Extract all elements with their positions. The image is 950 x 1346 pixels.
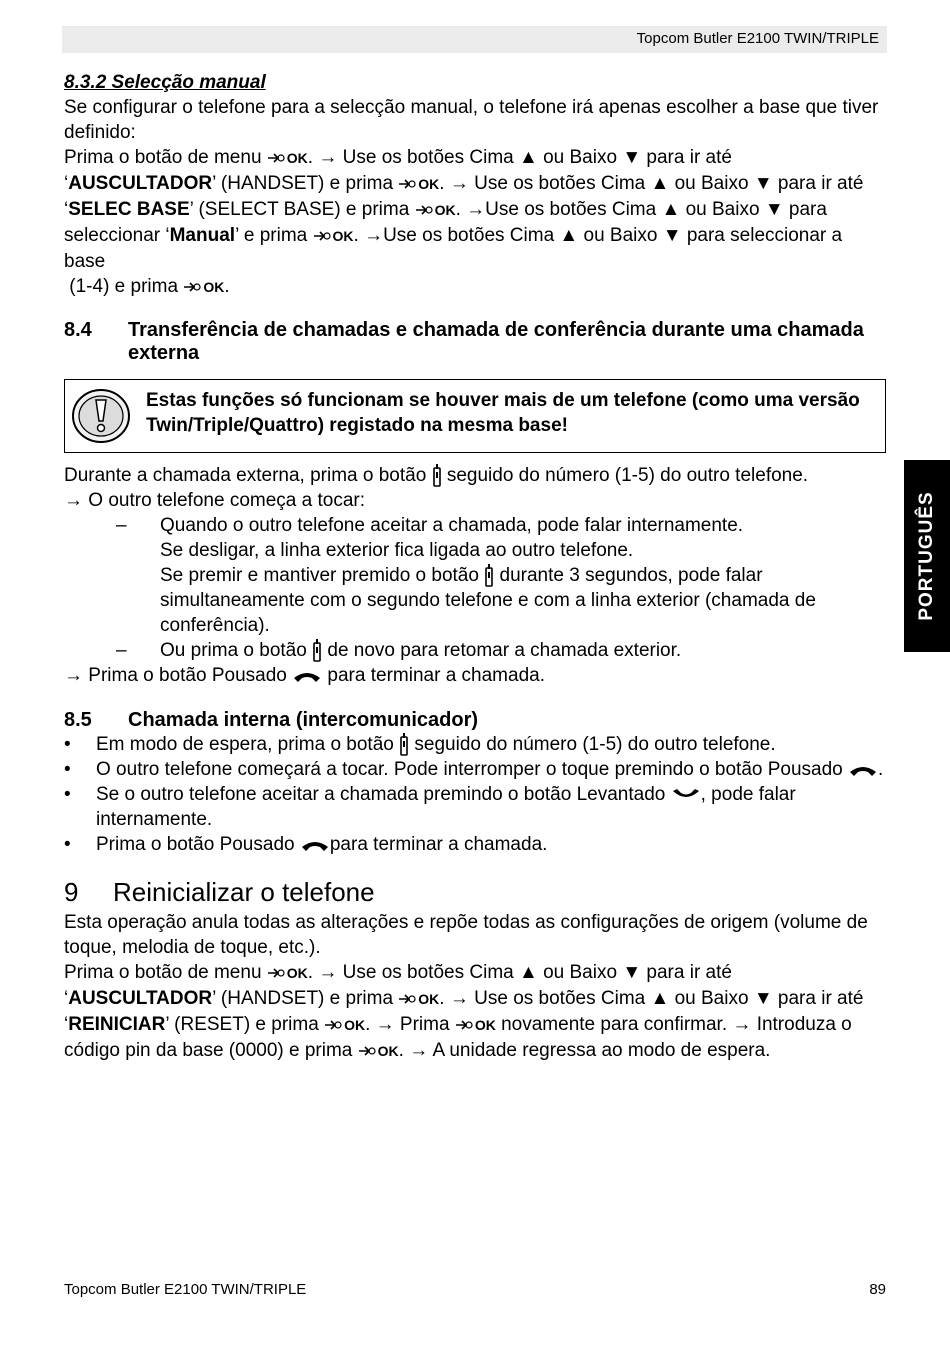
instruction-paragraph: Prima o botão de menu OK. → Use os botões Cima ▲ ou Baixo ▼ para ir até ‘AUSCULTADOR’ (HANDSET) e prima OK. → Use os botões Cima ▲ ou Baixo ▼ para ir até ‘REINICIAR’ (RESET) e prima OK. → Prima OK novamente para confirmar. → Introduza o código pin da base (0000) e prima OK. → A unidade regressa ao modo de espera. (64, 962, 864, 1061)
footer-title: Topcom Butler E2100 TWIN/TRIPLE (64, 1281, 307, 1298)
hang-up-key-icon (300, 837, 330, 853)
side-tab-label: PORTUGUÊS (916, 491, 937, 621)
page-number: 89 (869, 1281, 886, 1298)
down-icon: ▼ (753, 173, 773, 194)
arrow-icon: → (64, 665, 83, 686)
arrow-icon: → (318, 962, 338, 983)
bullet-list-item: • Se o outro telefone aceitar a chamada premindo o botão Levantado , pode falar internamente. (64, 784, 796, 830)
paragraph: Se configurar o telefone para a selecção manual, o telefone irá apenas escolher a base que tiver definido: (64, 97, 879, 143)
menu-key-icon (455, 1018, 473, 1032)
menu-key-icon (324, 1018, 342, 1032)
up-icon: ▲ (661, 199, 681, 220)
arrow-icon: → (409, 1040, 429, 1061)
up-icon: ▲ (650, 173, 670, 194)
up-icon: ▲ (650, 988, 670, 1009)
intercom-key-icon (399, 733, 409, 757)
chapter-heading-9: 9 Reinicializar o telefone (64, 877, 375, 907)
arrow-icon: → (364, 225, 384, 246)
paragraph: → O outro telefone começa a tocar: (64, 490, 365, 511)
paragraph: → Prima o botão Pousado para terminar a chamada. (64, 665, 545, 686)
menu-key-icon (398, 177, 416, 191)
up-icon: ▲ (559, 225, 579, 246)
hang-up-key-icon (848, 762, 878, 778)
bullet-list-item: • O outro telefone começará a tocar. Pode interromper o toque premindo o botão Pousado . (64, 759, 884, 780)
page-header (62, 26, 887, 53)
paragraph: Esta operação anula todas as alterações e repõe todas as configurações de origem (volume de toque, melodia de toque, etc.). (64, 912, 868, 958)
section-heading-8-4: 8.4 Transferência de chamadas e chamada de conferência durante uma chamada externa (64, 319, 864, 364)
instruction-paragraph: Prima o botão de menu OK. → Use os botões Cima ▲ ou Baixo ▼ para ir até ‘AUSCULTADOR’ (HANDSET) e prima OK. → Use os botões Cima ▲ ou Baixo ▼ para ir até ‘SELEC BASE’ (SELECT BASE) e prima OK. →Use os botões Cima ▲ ou Baixo ▼ para seleccionar ‘Manual’ e prima OK. →Use os botões Cima ▲ ou Baixo ▼ para seleccionar a base (1-4) e prima OK. (64, 147, 864, 297)
warning-exclamation-icon (71, 388, 131, 444)
up-icon: ▲ (519, 962, 538, 983)
intercom-key-icon (484, 564, 494, 588)
intercom-key-icon (312, 639, 322, 663)
dash-list-item: – Ou prima o botão de novo para retomar a chamada exterior. (116, 640, 682, 661)
subsection-title-8-3-2: 8.3.2 Selecção manual (64, 72, 266, 93)
language-side-tab (904, 460, 950, 652)
hang-up-key-icon (292, 668, 322, 684)
menu-key-icon (398, 992, 416, 1006)
menu-key-icon (415, 203, 433, 217)
menu-key-icon (313, 229, 331, 243)
arrow-icon: → (318, 147, 338, 168)
up-icon: ▲ (519, 147, 538, 168)
arrow-icon: → (732, 1014, 752, 1035)
paragraph: Durante a chamada externa, prima o botão seguido do número (1-5) do outro telefone. (64, 465, 809, 486)
warning-note-box (64, 379, 886, 453)
section-heading-8-5: 8.5 Chamada interna (intercomunicador) (64, 709, 479, 731)
arrow-icon: → (64, 490, 83, 511)
menu-key-icon (267, 966, 285, 980)
arrow-icon: → (466, 199, 486, 220)
bullet-list-item: • Prima o botão Pousado para terminar a chamada. (64, 834, 548, 855)
bullet-list-item: • Em modo de espera, prima o botão seguido do número (1-5) do outro telefone. (64, 734, 776, 755)
down-icon: ▼ (622, 962, 642, 983)
page-content (64, 70, 886, 1064)
menu-key-icon (358, 1044, 376, 1058)
arrow-icon: → (449, 173, 469, 194)
intercom-key-icon (432, 464, 442, 488)
dash-list-item: – Quando o outro telefone aceitar a chamada, pode falar internamente. Se desligar, a linha exterior fica ligada ao outro telefone. Se premir e mantiver premido o botão durante 3 segundos, pode falar simultaneamente com o segundo telefone e com a linha exterior (chamada de conferência). (116, 515, 816, 636)
down-icon: ▼ (622, 147, 642, 168)
header-title: Topcom Butler E2100 TWIN/TRIPLE (636, 30, 879, 47)
note-text: Estas funções só funcionam se houver mais de um telefone (como uma versão Twin/Triple/Quattro) registado na mesma base! (146, 390, 860, 436)
arrow-icon: → (375, 1014, 395, 1035)
down-icon: ▼ (753, 988, 773, 1009)
arrow-icon: → (449, 988, 469, 1009)
down-icon: ▼ (764, 199, 784, 220)
menu-key-icon (183, 280, 201, 294)
off-hook-key-icon (671, 787, 701, 803)
down-icon: ▼ (662, 225, 682, 246)
menu-key-icon (267, 151, 285, 165)
